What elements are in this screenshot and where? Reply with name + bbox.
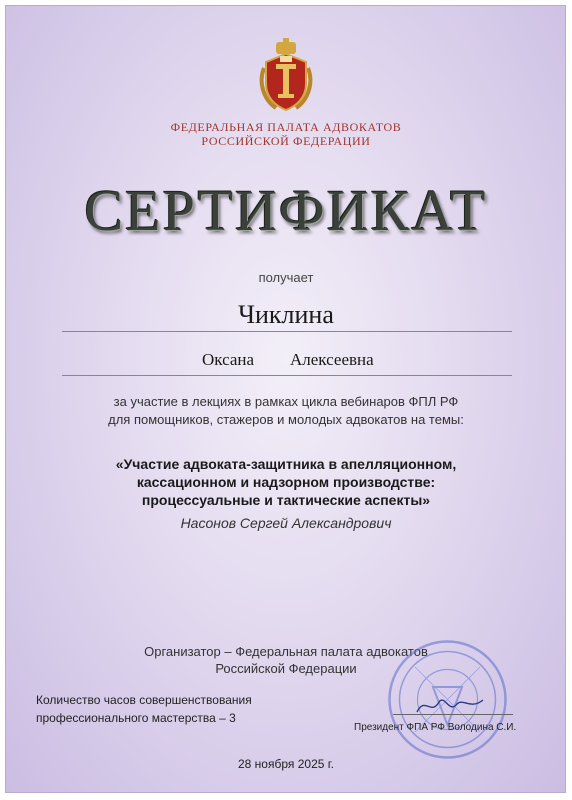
participation-text-line2: для помощников, стажеров и молодых адвокатов на темы:	[108, 412, 464, 427]
signature-caption: Президент ФПА РФ Володина С.И.	[354, 722, 517, 733]
signature-icon	[415, 692, 485, 718]
organizer-line1: Организатор – Федеральная палата адвокатов	[144, 644, 428, 659]
recipient-patronymic: Алексеевна	[290, 350, 374, 369]
organizer-line2: Российской Федерации	[215, 661, 357, 676]
lecturer-name: Насонов Сергей Александрович	[180, 515, 392, 531]
fpa-emblem-icon	[254, 38, 318, 116]
name-underline	[62, 375, 512, 376]
topic-line2: кассационном и надзорном производстве:	[136, 474, 436, 490]
participation-text-line1: за участие в лекциях в рамках цикла вебинаров ФПЛ РФ	[113, 394, 459, 409]
org-name-line1: ФЕДЕРАЛЬНАЯ ПАЛАТА АДВОКАТОВ	[170, 120, 402, 134]
hours-line2: профессионального мастерства – 3	[36, 711, 236, 725]
certificate-title: СЕРТИФИКАТ	[84, 178, 488, 243]
issue-date: 28 ноября 2025 г.	[238, 757, 334, 771]
org-name-line2: РОССИЙСКОЙ ФЕДЕРАЦИИ	[201, 134, 371, 148]
recipient-surname: Чиклина	[238, 300, 334, 329]
recipient-first-name: Оксана	[202, 350, 255, 369]
topic-line1: «Участие адвоката-защитника в апелляционном,	[115, 456, 457, 472]
hours-line1: Количество часов совершенствования	[36, 693, 252, 707]
topic-line3: процессуальные и тактические аспекты»	[141, 492, 431, 508]
surname-underline	[62, 331, 512, 332]
receives-label: получает	[258, 270, 314, 285]
